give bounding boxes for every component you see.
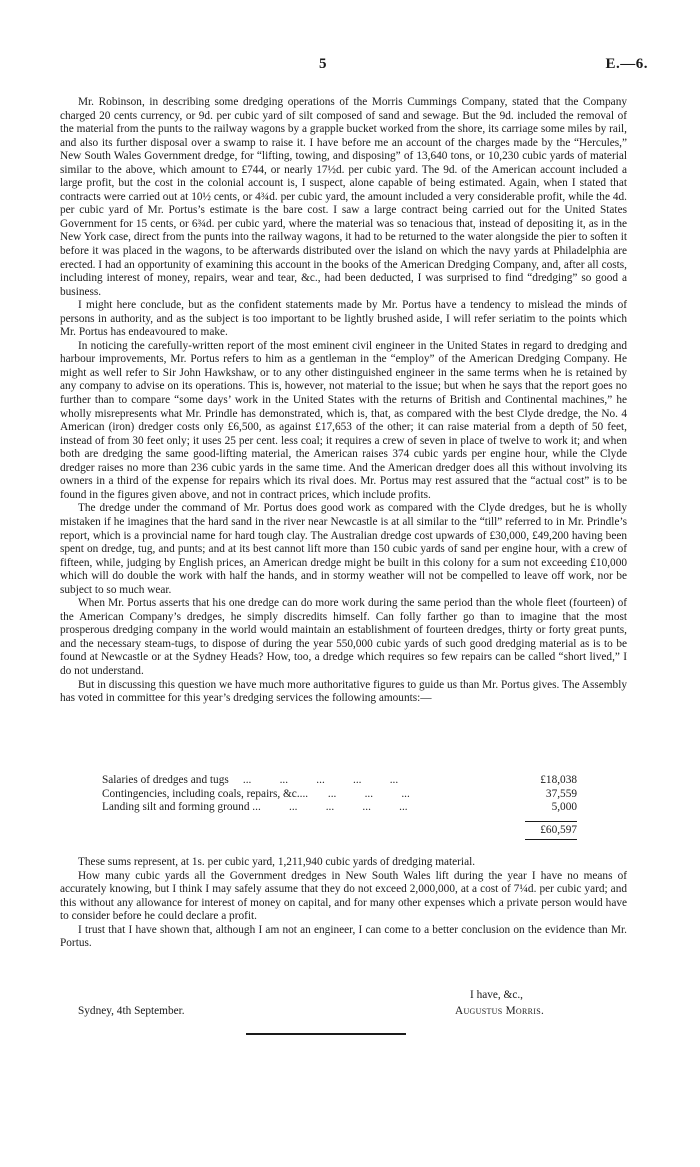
- paragraph: How many cubic yards all the Government dredges in New South Wales lift during the year I have no means of accurately knowing, but I think I may safely assume that they do not exceed 2,000,000, at a cost of 7¼d. per cubic yard; and this without any allowance for interest of money on capital, and for many other expenses which a private person would have to consider before he could declare a profit.: [60, 869, 627, 923]
- amount-total: £60,597: [540, 823, 577, 836]
- total-rule-top: [525, 821, 577, 822]
- amount-value: £18,038: [540, 774, 577, 786]
- paragraph: But in discussing this question we have much more authoritative figures to guide us than Mr. Portus gives. The Assembly has voted in committee for this year’s dredging services the following amounts:—: [60, 678, 627, 705]
- paragraph: I might here conclude, but as the confident statements made by Mr. Portus have a tendency to mislead the minds of persons in authority, and as the subject is too important to be lightly brushed aside, I will refer seriatim to the points which Mr. Portus has endeavoured to make.: [60, 299, 627, 339]
- letter-body: [60, 96, 627, 706]
- amounts-row: [102, 788, 577, 802]
- amounts-row: [102, 801, 577, 815]
- paragraph: In noticing the carefully-written report of the most eminent civil engineer in the United States in regard to dredging and harbour improvements, Mr. Portus refers to him as a gentleman in the “employ” of the American Dredging Company. He might as well refer to Sir John Hawkshaw, or to any other distinguished engineer in the same terms when he is retained by any company to advise on its operations. This is, however, not material to the issue; but when he says that the report goes no further than to compare “some days’ work in the United States with the returns of British and Continental machines,” he wholly misrepresents what Mr. Prindle has demonstrated, which is, that, as compared with the best Clyde dredge, the No. 4 American (iron) dredger costs only £6,500, as against £17,653 of the other; it can raise material from a depth of 50 feet, instead of from 30 feet only; it uses 25 per cent. less coal; it requires a crew of seven in place of twelve to work it; and when both are dredging the same good-lifting material, the American raises 374 cubic yards per engine hour, while the Clyde dredger raises no more than 236 cubic yards in the same time. And the American dredger does all this without involving its owners in a third of the expense for repairs which its rival does. Mr. Portus may rest assured that the “actual cost” is to be found in the figures given above, and not in contract prices, which include profits.: [60, 339, 627, 501]
- amount-label: Landing silt and forming ground ... ... ... ... ...: [102, 801, 408, 814]
- amount-label: Salaries of dredges and tugs ... ... ... ... ...: [102, 774, 399, 786]
- amount-value: 37,559: [545, 787, 577, 800]
- page-number: 5: [319, 56, 327, 72]
- salutation: I have, &c.,: [470, 989, 524, 1001]
- amount-label: Contingencies, including coals, repairs, &c.... ... ... ...: [102, 787, 410, 800]
- paragraph: When Mr. Portus asserts that his one dredge can do more work during the same period than the whole fleet (fourteen) of the American Company’s dredges, he simply discredits himself. Can folly farther go than to imagine that the most prosperous dredging company in the world would maintain an establishment of fourteen dredges, thirty or forty great punts, and the necessary steam-tugs, to dispose of during the year 550,000 cubic yards of such good dredging material as is to be found at Newcastle or at the Sydney Heads? How, too, a dredge which requires so few repairs can be called “short lived,” I do not understand.: [60, 597, 627, 677]
- paragraph: These sums represent, at 1s. per cubic yard, 1,211,940 cubic yards of dredging material.: [78, 856, 476, 868]
- end-rule: [246, 1033, 406, 1035]
- paragraph: I trust that I have shown that, although I am not an engineer, I can come to a better conclusion on the evidence than Mr. Portus.: [60, 923, 627, 950]
- amounts-total-block: [102, 821, 577, 839]
- amount-value: 5,000: [551, 801, 577, 814]
- place-date: Sydney, 4th September.: [78, 1005, 185, 1017]
- document-reference: E.—6.: [605, 56, 648, 72]
- total-rule-bottom: [525, 839, 577, 840]
- paragraph: Mr. Robinson, in describing some dredging operations of the Morris Cummings Company, stated that the Company charged 20 cents currency, or 9d. per cubic yard of silt composed of sand and sewage. But the 9d. included the removal of the material from the punts to the railway wagons by a grapple bucket worked from the shore, its carriage some miles by rail, and also its further disposal over a swamp to raise it. I have before me an account of the charges made by the “Hercules,” New South Wales Government dredge, for “lifting, towing, and disposing” of 13,640 tons, or 10,230 cubic yards of material similar to the above, which amount to £744, or nearly 17½d. per cubic yard. The 9d. of the American account included a large profit, but the cost in the colonial account is, I suspect, alone capable of being estimated. Again, when I stated that contracts were carried out at 10½ cents, or 4¾d. per cubic yard, the amount included a very considerable profit, while the 4d. per cubic yard of Mr. Portus’s estimate is the bare cost. I saw a large contract being carried out for the United States Government for 15 cents, or 6¾d. per cubic yard, where the material was so tenacious that, instead of depositing it, as in the New York case, direct from the punts into the railway wagons, it had to be returned to the water alongside the pier to soften it before it was placed in the wagons, to be afterwards distributed over the island on which the navy yards at Philadelphia are erected. I had an opportunity of examining this account in the books of the American Dredging Company, and, after all costs, including interest of money, repairs, wear and tear, &c., had been deducted, I was surprised to find “dredging” so good a business.: [60, 96, 627, 298]
- amounts-row: [102, 774, 577, 788]
- paragraph: The dredge under the command of Mr. Portus does good work as compared with the Clyde dredges, but he is wholly mistaken if he imagines that the hard sand in the river near Newcastle is at all similar to the “till” referred to in Mr. Prindle’s report, which is a provincial name for hard tough clay. The Australian dredge cost upwards of £30,000, £49,200 having been spent on dredge, tug, and punts; and at its best cannot lift more than 150 cubic yards of sand per engine hour, with a crew of fifteen, while, judging by English prices, an American dredge might be built in this colony for a sum not exceeding £10,000 which will do double the work with half the hands, and in stormy weather will not be compelled to leave off work, nor be subject to so much wear.: [60, 502, 627, 596]
- letter-conclusion: [60, 856, 627, 951]
- signature: Augustus Morris.: [455, 1005, 545, 1017]
- amounts-table: [102, 774, 577, 839]
